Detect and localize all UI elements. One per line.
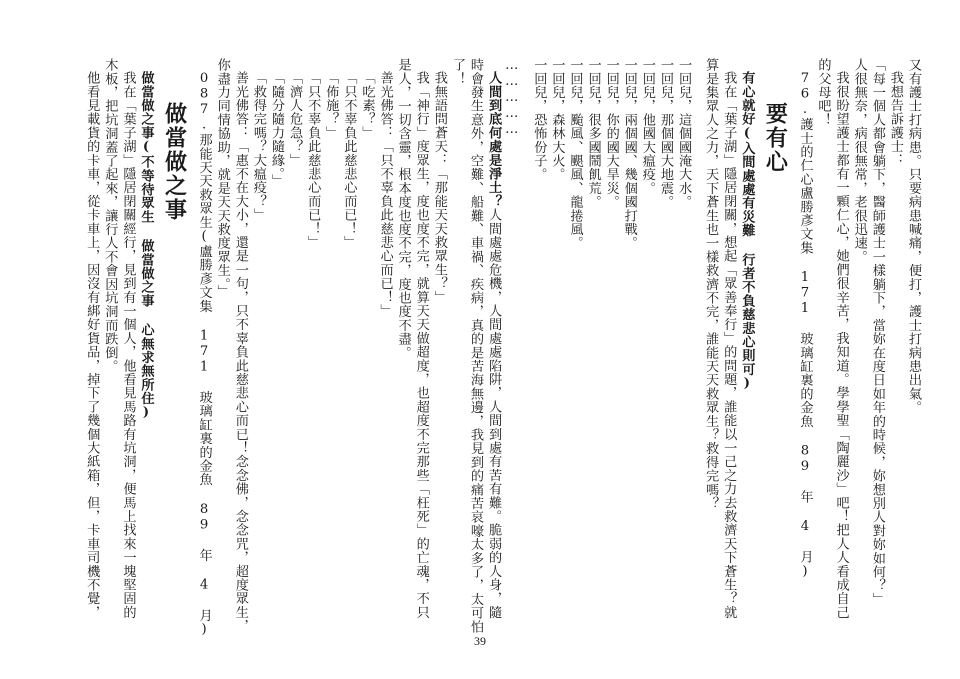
- text-column: 他看見載貨的卡車，從卡車上，因沒有綁好貨品，掉下了幾個大紙箱，但，卡車司機不覺，: [84, 71, 100, 619]
- vertical-text-block: [82, 58, 922, 638]
- page-number: 39: [474, 634, 486, 648]
- separator-dots: ……………: [504, 58, 520, 138]
- text-column: 一回兒，很多國鬧飢荒。: [585, 58, 601, 209]
- text-column: 的父母吧！: [815, 58, 831, 127]
- text-column: 一回兒，你的國大旱災。: [603, 58, 619, 209]
- text-column: 我想告訴護士：: [887, 71, 903, 167]
- text-column: 一回兒，兩個國、幾個國打戰。: [621, 58, 637, 250]
- section-heading: 做當做之事: [161, 102, 188, 222]
- subheading-line: 有心就好(入間處處有災難 行者不負慈悲心則可): [739, 71, 755, 392]
- text-column: 木板，把坑洞蓋了起來，讓行人不會因坑洞而跌倒。: [102, 58, 118, 374]
- text-column: 「隨分隨力隨緣。」: [269, 71, 284, 188]
- text-column: 我在「葉子湖」隱居閉關，想起「眾善奉行」的問題，誰能以一己之力去救濟天下蒼生？就: [721, 71, 737, 619]
- text-column: 「只不辜負此慈悲心而已！」: [305, 71, 321, 250]
- text-column: 一回兒，恐怖份子。: [531, 58, 547, 182]
- section-heading: 要有心: [762, 102, 789, 174]
- text-column: 「吃素？」: [359, 71, 375, 140]
- text-column: 「濟人危急？」: [287, 71, 303, 167]
- text-column: 「只不辜負此慈悲心而已！」: [341, 71, 357, 250]
- text-column: 一回兒，這個國淹大水。: [676, 58, 692, 209]
- text-column: 時會發生意外，空難、船難、車禍、疾病，真的是苦海無邊，我見到的痛苦哀嚎太多了，太可怕: [468, 58, 484, 634]
- text-column: 「每一個人都會躺下，醫師護士一樣躺下，當妳在度日如年的時候，妳想別人對妳如何？」: [869, 58, 885, 606]
- text-column: 一回兒，那個國大地震。: [657, 58, 673, 209]
- text-column: 087.那能天天救眾生(盧勝彥文集 171 玻璃缸裏的金魚 89 年 4 月): [196, 71, 212, 638]
- text-column: 又有護士打病患。只要病患喊痛，便打，護士打病患出氣。: [906, 58, 921, 415]
- text-column: 了！: [449, 58, 465, 86]
- text-column: 是人，一切含靈，根本度也度不完，度也度不盡。: [395, 58, 411, 360]
- text-column: 我「神行」度眾生，度也度不完，就算天天做超度，也超度不完那些「枉死」的亡魂，不只: [413, 71, 429, 619]
- subheading-line: 做當做之事(不等待眾生 做當做之事 心無求無所住): [138, 71, 154, 421]
- text-column: 「佈施？」: [323, 71, 339, 140]
- text-column: 一回兒，森林大火。: [549, 58, 565, 182]
- text-column: 我很盼望護士都有一顆仁心，她們很辛苦，我知道。學學聖「陶麗沙」吧！把人人看成自己: [833, 71, 849, 619]
- text-column: 人很無奈，病很無常，老很迅速。: [851, 58, 867, 264]
- text-column: 我在「葉子湖」隱居閉關經行，見到有一個人，他看見馬路有坑洞，便馬上找來一塊堅固的: [120, 71, 136, 619]
- text-column: 善光佛答：「惠不在大小，還是一句，只不辜負此慈悲心而已！念念佛，念念咒，超度眾生，: [232, 71, 248, 633]
- text-column: 我無語問蒼天：「那能天天救眾生？」: [431, 71, 447, 304]
- text-column: 你盡力同情協助，就是天天救度眾生。」: [214, 58, 230, 298]
- text-column: 算是集眾人之力，天下蒼生也一樣救濟不完，誰能天天救眾生？救得完嗎？: [703, 58, 719, 511]
- text-column: 「救得完嗎？大瘟疫？」: [250, 71, 266, 222]
- text-column: 一回兒，他國大瘟疫。: [639, 58, 655, 195]
- emphasized-phrase: 人間到底何處是淨土？: [486, 71, 502, 208]
- text-column: 76.護士的仁心盧勝彥文集 171 玻璃缸裏的金魚 89 年 4 月): [797, 71, 813, 580]
- text-column: 一回兒，颱風、颶風、龍捲風。: [567, 58, 583, 250]
- text-column: 善光佛答：「只不辜負此慈悲心而已！」: [377, 71, 393, 318]
- text-column: 人間到底何處是淨土？人間處處危機，人間處處陷阱，人間到處有苦有難。脆弱的人身，隨: [486, 71, 502, 619]
